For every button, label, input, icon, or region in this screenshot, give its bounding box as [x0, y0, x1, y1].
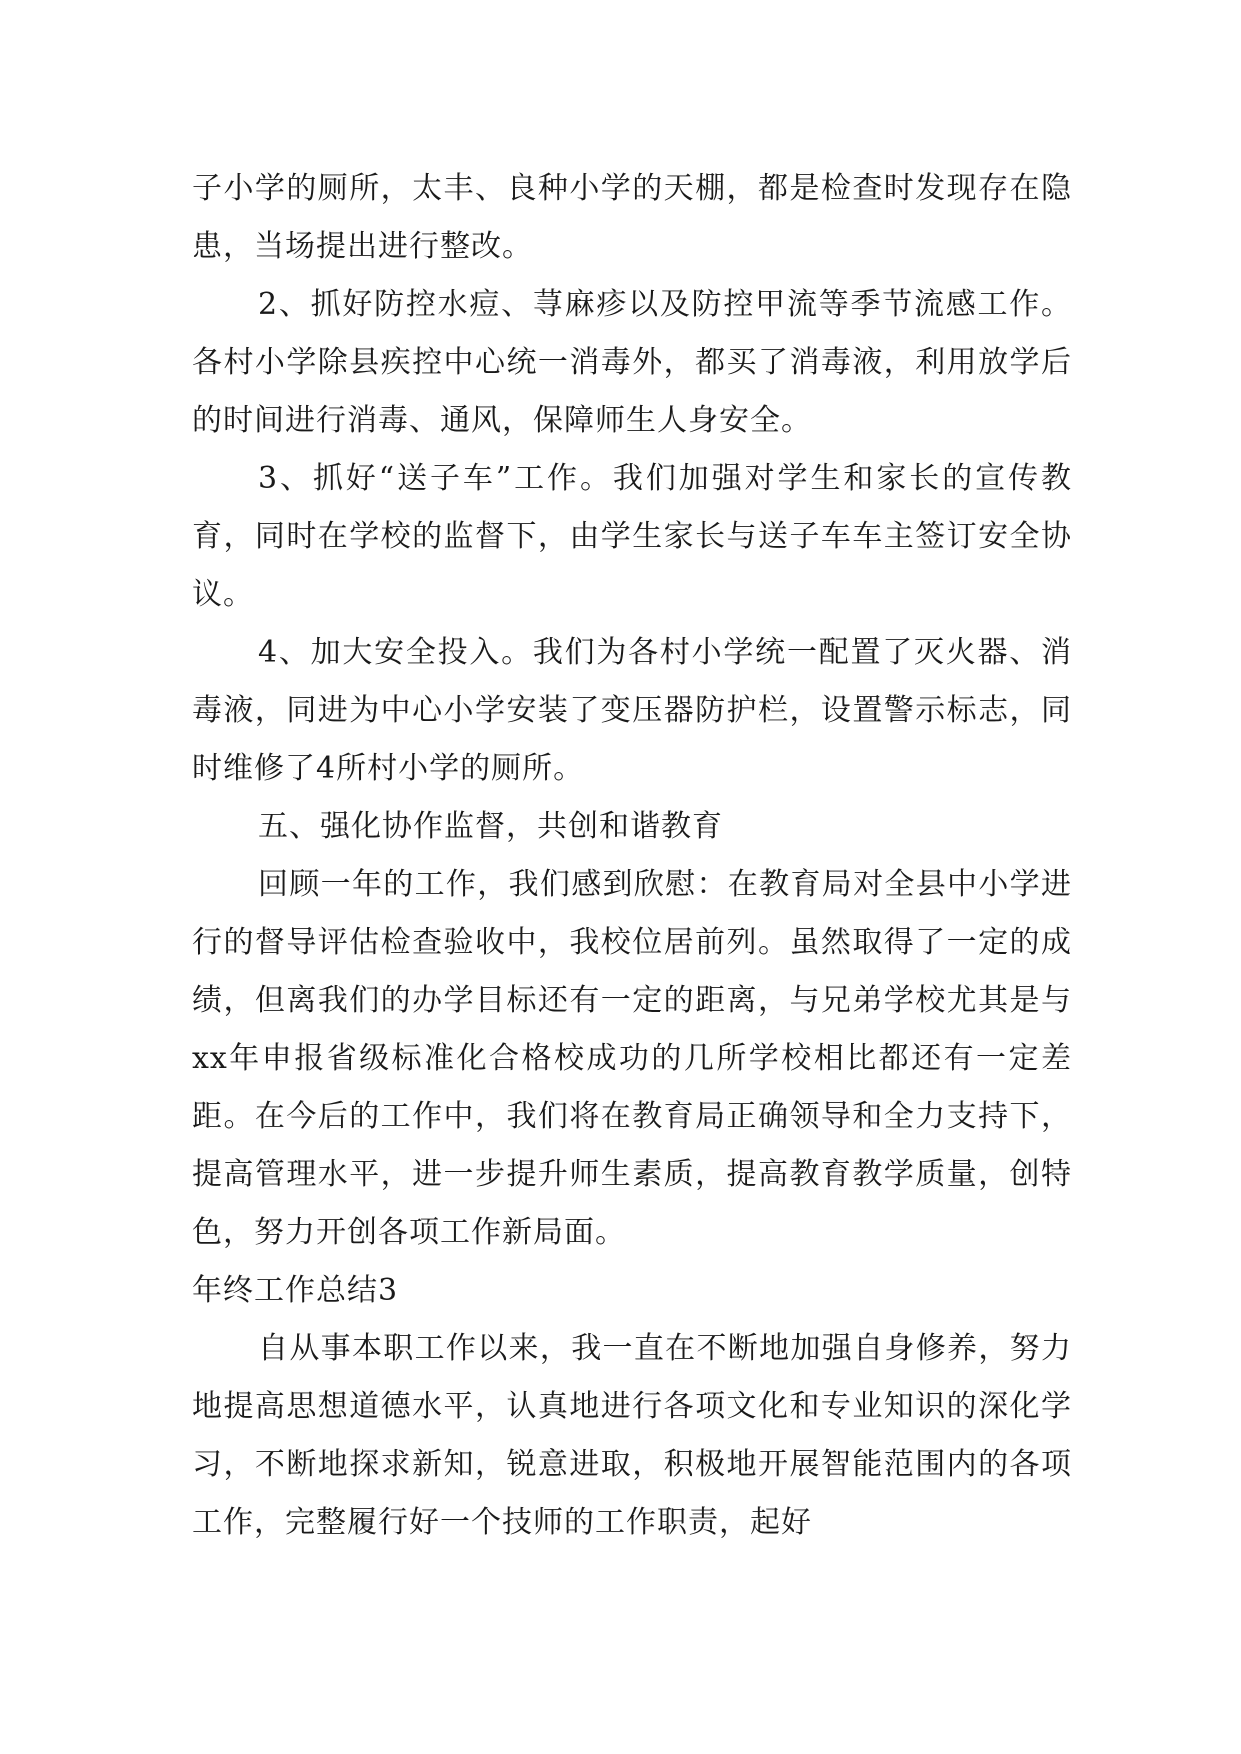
section-heading-5: 五、强化协作监督，共创和谐教育 [258, 809, 723, 844]
document-body [192, 160, 1072, 1552]
closing-paragraph: 自从事本职工作以来，我一直在不断地加强自身修养，努力地提高思想道德水平，认真地进行各项文化和专业知识的深化学习，不断地探求新知，锐意进取，积极地开展智能范围内的各项工作，完整履行好一个技师的工作职责，起好 [192, 1331, 1072, 1540]
paragraph-6: 回顾一年的工作，我们感到欣慰：在教育局对全县中小学进行的督导评估检查验收中，我校位居前列。虽然取得了一定的成绩，但离我们的办学目标还有一定的距离，与兄弟学校尤其是与xx年申报省级标准化合格校成功的几所学校相比都还有一定差距。在今后的工作中，我们将在教育局正确领导和全力支持下，提高管理水平，进一步提升师生素质，提高教育教学质量，创特色，努力开创各项工作新局面。 [192, 867, 1072, 1250]
paragraph-1: 子小学的厕所，太丰、良种小学的天棚，都是检查时发现存在隐患，当场提出进行整改。 [192, 171, 1072, 264]
section-title: 年终工作总结3 [192, 1273, 399, 1308]
paragraph-2: 2、抓好防控水痘、荨麻疹以及防控甲流等季节流感工作。各村小学除县疾控中心统一消毒外，都买了消毒液，利用放学后的时间进行消毒、通风，保障师生人身安全。 [192, 287, 1072, 438]
paragraph-4: 4、加大安全投入。我们为各村小学统一配置了灭火器、消毒液，同进为中心小学安装了变压器防护栏，设置警示标志，同时维修了4所村小学的厕所。 [192, 635, 1072, 786]
paragraph-3: 3、抓好“送子车”工作。我们加强对学生和家长的宣传教育，同时在学校的监督下，由学生家长与送子车车主签订安全协议。 [192, 461, 1072, 612]
